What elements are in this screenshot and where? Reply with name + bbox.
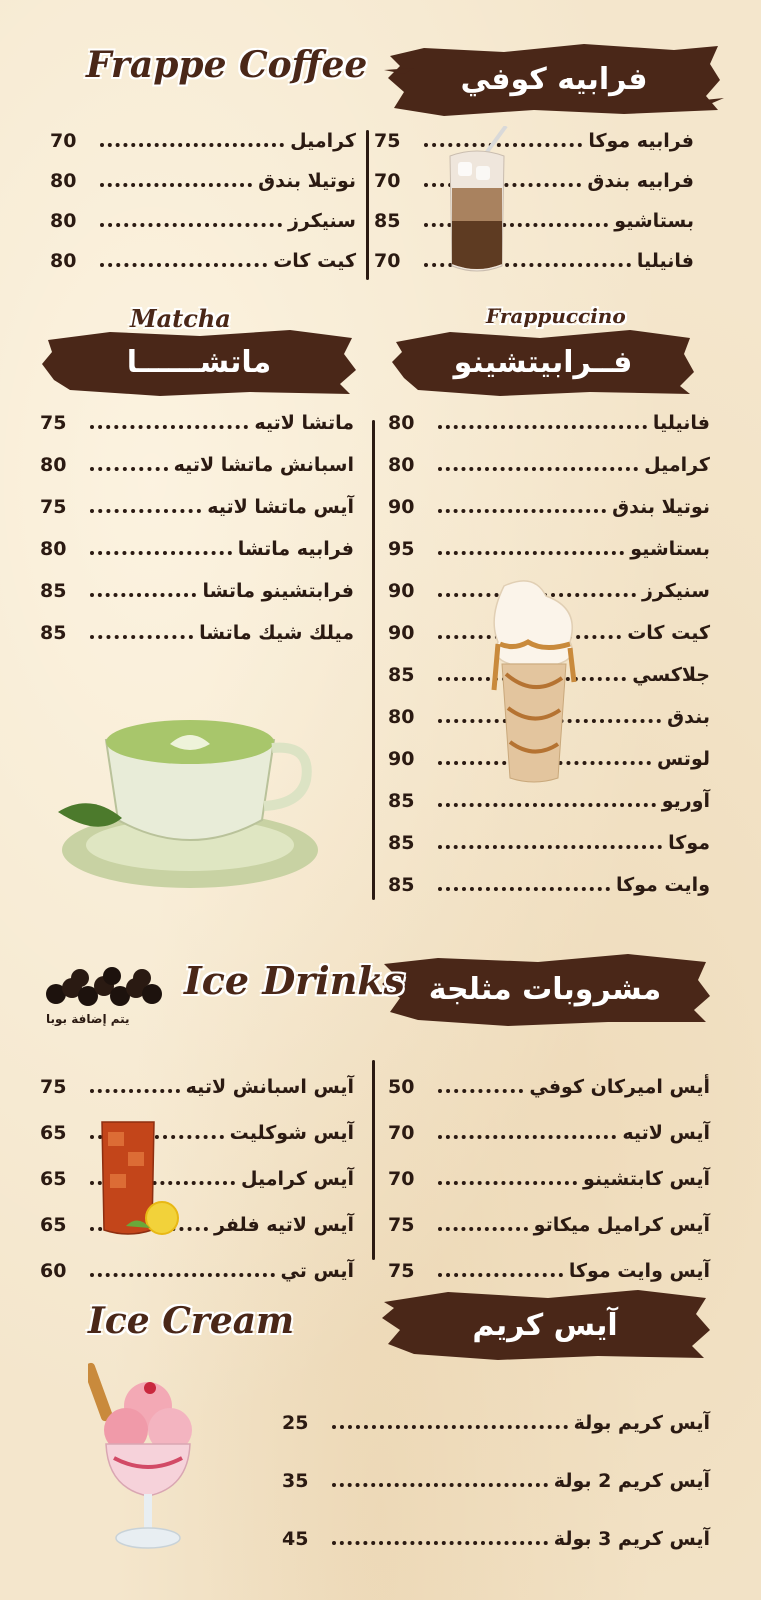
frappe-coffee-banner	[384, 40, 724, 118]
list-item: 65 آيس لاتيه فلفر	[40, 1214, 354, 1236]
ice-cream-sundae-image	[88, 1358, 208, 1558]
matcha-list	[40, 408, 354, 648]
list-item: 75 آيس ماتشا لاتيه	[40, 496, 354, 518]
list-item: 90 سنيكرز	[388, 580, 710, 602]
list-item: 75 ماتشا لاتيه	[40, 412, 354, 434]
ice-cream-script-title: Ice Cream	[88, 1300, 295, 1342]
frappuccino-title: فــرابيتشينو	[453, 344, 633, 380]
list-item: 75 فرابيه موكا	[374, 130, 694, 152]
list-item: 35 آيس كريم 2 بولة	[282, 1470, 710, 1492]
iced-tea-image	[98, 1118, 182, 1242]
matcha-banner	[40, 326, 358, 398]
list-item: 45 آيس كريم 3 بولة	[282, 1528, 710, 1550]
ice-drinks-list	[40, 1072, 354, 1282]
list-item: 70 فرابيه بندق	[374, 170, 694, 192]
frappuccino-script-title: Frappuccino	[486, 304, 626, 328]
list-item: 75 آيس كراميل ميكاتو	[388, 1214, 710, 1236]
list-item: 70 فانيليا	[374, 250, 694, 272]
frappuccino-cup-image	[484, 578, 584, 788]
list-item: 85 موكا	[388, 832, 710, 854]
frappe-coffee-divider	[366, 130, 369, 280]
list-item: 75 آيس وايت موكا	[388, 1260, 710, 1282]
list-item: 80 بندق	[388, 706, 710, 728]
list-item: 90 نوتيلا بندق	[388, 496, 710, 518]
list-item: 80 اسبانش ماتشا لاتيه	[40, 454, 354, 476]
list-item: 90 كيت كات	[388, 622, 710, 644]
list-item: 75 آيس اسبانش لاتيه	[40, 1076, 354, 1098]
frappe-glass-image	[444, 126, 510, 276]
list-item: 85 وايت موكا	[388, 874, 710, 896]
iced-drinks-list	[388, 1072, 710, 1282]
frappuccino-divider	[372, 420, 375, 900]
list-item: 65 آيس كراميل	[40, 1168, 354, 1190]
matcha-script-title: Matcha	[130, 304, 231, 333]
frappe-coffee-right-list	[374, 126, 694, 276]
list-item: 70 آيس كابتشينو	[388, 1168, 710, 1190]
list-item: 65 آيس شوكليت	[40, 1122, 354, 1144]
list-item: 85 فرابتشينو ماتشا	[40, 580, 354, 602]
matcha-title: ماتشــــــا	[126, 344, 272, 380]
frappe-coffee-left-list	[50, 126, 356, 276]
iced-drinks-banner	[378, 950, 712, 1028]
iced-drinks-divider	[372, 1060, 375, 1260]
matcha-cup-image	[50, 700, 330, 900]
list-item: 80 فرابيه ماتشا	[40, 538, 354, 560]
ice-drinks-script-title: Ice Drinks	[184, 958, 406, 1003]
frappe-coffee-title: فرابيه كوفي	[460, 61, 648, 97]
list-item: 80 نوتيلا بندق	[50, 170, 356, 192]
ice-cream-list	[282, 1408, 710, 1558]
boba-note: يتم إضافة بوبا	[46, 1012, 130, 1026]
list-item: 80 كيت كات	[50, 250, 356, 272]
list-item: 85 جلاكسي	[388, 664, 710, 686]
list-item: 85 ميلك شيك ماتشا	[40, 622, 354, 644]
list-item: 85 بستاشيو	[374, 210, 694, 232]
list-item: 50 أيس اميركان كوفي	[388, 1076, 710, 1098]
list-item: 95 بستاشيو	[388, 538, 710, 560]
list-item: 80 كراميل	[388, 454, 710, 476]
ice-cream-banner	[378, 1286, 712, 1364]
list-item: 90 لوتس	[388, 748, 710, 770]
iced-drinks-title: مشروبات مثلجة	[428, 971, 662, 1007]
list-item: 25 آيس كريم بولة	[282, 1412, 710, 1434]
frappuccino-banner	[390, 326, 696, 398]
list-item: 80 سنيكرز	[50, 210, 356, 232]
list-item: 80 فانيليا	[388, 412, 710, 434]
list-item: 70 آيس لاتيه	[388, 1122, 710, 1144]
list-item: 85 آوريو	[388, 790, 710, 812]
list-item: 70 كراميل	[50, 130, 356, 152]
ice-cream-title: آيس كريم	[472, 1307, 618, 1343]
frappe-coffee-script-title: Frappe Coffee	[86, 44, 368, 86]
list-item: 60 آيس تي	[40, 1260, 354, 1282]
boba-image	[42, 966, 168, 1010]
